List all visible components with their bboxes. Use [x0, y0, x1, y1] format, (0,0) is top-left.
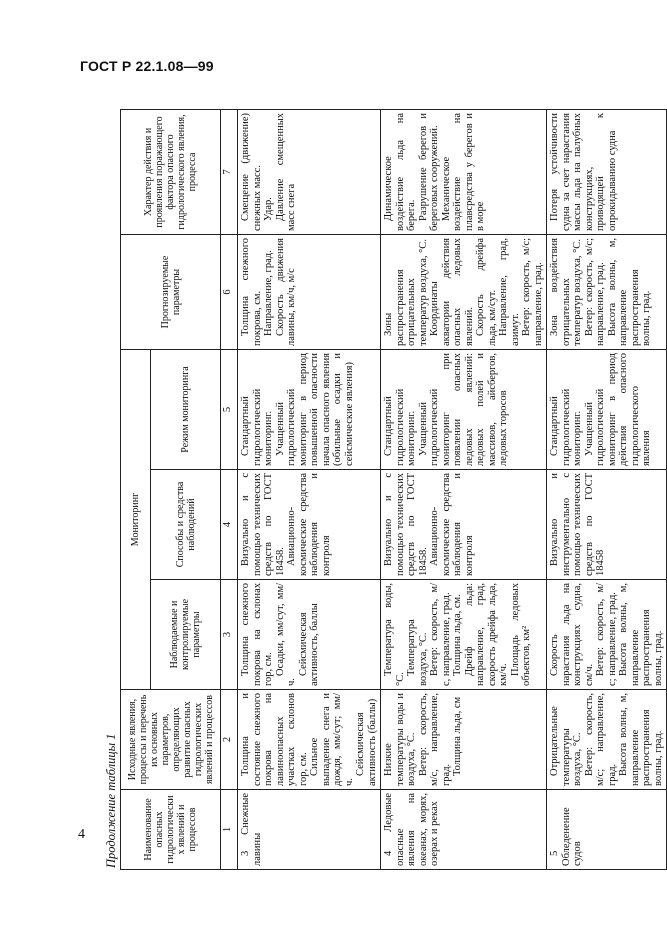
col-number: 4 [221, 470, 238, 580]
cell-forecast: Зона воздействия отрицательных температур воздуха, °С. Ветер: скорость, м/с; направление, град. Высота волны, м, направление распространения волны, град. [547, 234, 667, 349]
cell-observed: Температура воды, °С. Температура воздуха, °С. Ветер: скорость, м/с, направление, град. Толщина льда, см. Дрейф льда: направление, град, скорость дрейфа льда, км/ч. Площадь ледовых объектов, км² [381, 580, 547, 690]
cell-mode: Стандартный гидрологический мониторинг. Учащенный гидрологический мониторинг в период действия опасного гидрологического явления [547, 349, 667, 469]
cell-impact: Потеря устойчивости судна за счет нарастания массы льда на палубных конструкциях, приводящей к опрокидыванию судна [547, 109, 667, 234]
table-row [381, 109, 547, 869]
cell-mode: Стандартный гидрологический мониторинг. Учащенный гидрологический мониторинг в период повышенной опасности начала опасного явления (обильные осадки и сейсмические явления) [238, 349, 381, 469]
col-number: 1 [221, 790, 238, 870]
cell-hazard: 5 Обледенение судов [547, 790, 667, 870]
cell-impact: Смещение (движение) снежных масс. Удар. Давление смещенных масс снега [238, 109, 381, 234]
table-caption: Продолжение таблицы 1 [104, 733, 118, 868]
rotated-table-block [102, 110, 664, 870]
header-hazard-name: Наименование опасных гидрологических явлений и процессов [121, 790, 221, 870]
header-impact-character: Характер действия и проявления поражающего фактора опасного гидрологического явления, процесса [121, 109, 221, 234]
cell-mode: Стандартный гидрологический мониторинг. Учащенный гидрологический мониторинг при появлении опасных ледовых явлений: ледовых полей и массивов, айсбергов, ледовых торосов [381, 349, 547, 469]
header-forecast-params: Прогнозируемые параметры [121, 234, 221, 349]
monitoring-table [120, 109, 667, 870]
page-number: 4 [78, 827, 85, 842]
table-row [238, 109, 381, 869]
cell-hazard: 4 Ледовые опасные явления на океанах, морях, озерах и реках [381, 790, 547, 870]
col-number: 5 [221, 349, 238, 469]
col-number: 6 [221, 234, 238, 349]
column-number-row [221, 109, 238, 869]
cell-observed: Скорость нарастания льда на конструкциях судна, см/ч. Ветер: скорость, м/с; направление, град. Высота волны, м, направление распространения волны, град. [547, 580, 667, 690]
cell-methods: Визуально и с помощью технических средств по ГОСТ 18458. Авиационно-космические средства наблюдения и контроля [238, 470, 381, 580]
cell-methods: Визуально и инструментально с помощью технических средств по ГОСТ 18458 [547, 470, 667, 580]
cell-initial: Толщина и состояние снежного покрова на лавиноопасных участках склонов гор, см. Сильное выпадение снега и дождя, мм/сут; мм/ч. Сейсмическая активность (баллы) [238, 690, 381, 790]
header-initial-phenomena: Исходные явления, процессы и перечень их основных параметров, определяющих развитие опасных гидрологических явлений и процессов [121, 690, 221, 790]
cell-forecast: Зоны распространения отрицательных температур воздуха, °С. Координаты акватории действия опасных ледовых явлений. Скорость дрейфа льда, км/сут. Направление, град, азимут. Ветер: скорость, м/с; направление, град. [381, 234, 547, 349]
cell-initial: Низкие температуры воды и воздуха, °С. Ветер: скорость, м/с, направление, град. Толщина льда, см [381, 690, 547, 790]
header-methods-means: Способы и средства наблюдений [151, 470, 221, 580]
cell-observed: Толщина снежного покрова на склонах гор, см. Осадки, мм/сут, мм/ч. Сейсмическая активность, баллы [238, 580, 381, 690]
table-row [547, 109, 667, 869]
col-number: 7 [221, 109, 238, 234]
cell-impact: Динамическое воздействие льда на берега. Разрушение берегов и береговых сооружений. Механическое воздействие на плавсредства у берегов и в море [381, 109, 547, 234]
cell-methods: Визуально и с помощью технических средств по ГОСТ 18458. Авиационно-космические средства наблюдения и контроля [381, 470, 547, 580]
document-title: ГОСТ Р 22.1.08—99 [80, 58, 214, 74]
header-observed-params: Наблюдаемые и контролируемые параметры [151, 580, 221, 690]
col-number: 2 [221, 690, 238, 790]
col-number: 3 [221, 580, 238, 690]
header-monitoring: Мониторинг [121, 349, 151, 689]
cell-forecast: Толщина снежного покрова, см. Направление, град. Скорость движения лавины, км/ч, м/с [238, 234, 381, 349]
cell-initial: Отрицательные температуры воздуха, °С. Ветер: скорость, м/с; направление, град. Высота волны, м, направление распространения волны, град. [547, 690, 667, 790]
header-monitoring-mode: Режим мониторинга [151, 349, 221, 469]
cell-hazard: 3 Снежные лавины [238, 790, 381, 870]
